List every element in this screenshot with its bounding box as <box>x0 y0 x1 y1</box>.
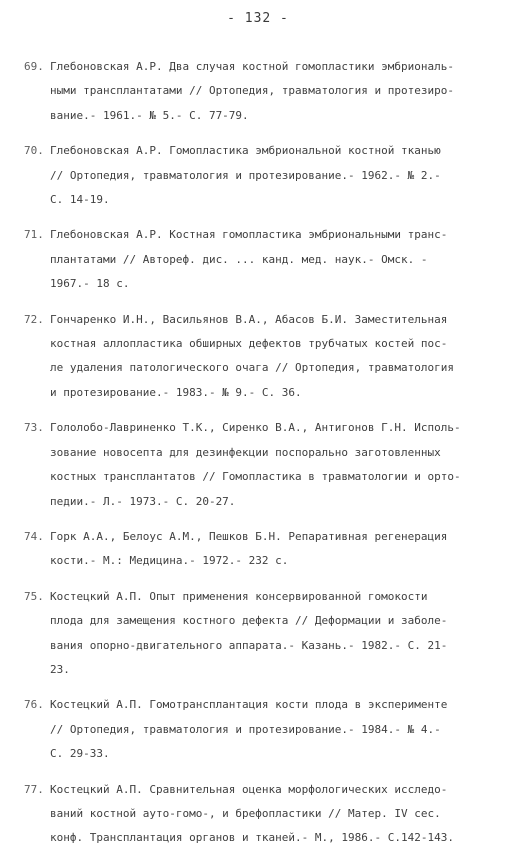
bibliography-entry <box>24 585 502 683</box>
entry-text-line: ле удаления патологического очага // Ортопедия, травматология <box>50 361 454 375</box>
bibliography-list <box>24 55 502 862</box>
entry-number: 75. <box>24 589 44 603</box>
entry-text-line: плода для замещения костного дефекта // Деформации и заболе- <box>50 614 448 628</box>
entry-text-line: Глебоновская А.Р. Костная гомопластика эмбриональными транс- <box>50 228 448 242</box>
entry-number: 74. <box>24 529 44 543</box>
entry-text-line: зование новосепта для дезинфекции поспорально заготовленных <box>50 445 441 459</box>
entry-text-line: Костецкий А.П. Гомотрансплантация кости плода в эксперименте <box>50 698 448 712</box>
entry-text-line: С. 14-19. <box>50 193 110 207</box>
entry-text-line: С. 29-33. <box>50 747 110 761</box>
entry-text-line: Горк А.А., Белоус А.М., Пешков Б.Н. Репаративная регенерация <box>50 529 448 543</box>
entry-text-line: Глебоновская А.Р. Два случая костной гомопластики эмбриональ- <box>50 60 454 73</box>
entry-text-line: ваний костной ауто-гомо-, и брефопластики // Матер. IV сес. <box>50 806 441 820</box>
entry-text-line: плантатами // Автореф. дис. ... канд. мед. наук.- Омск. - <box>50 252 428 266</box>
bibliography-entry <box>24 693 502 766</box>
bibliography-entry <box>24 525 502 574</box>
entry-text-line: костных трансплантатов // Гомопластика в травматологии и орто- <box>50 470 461 484</box>
bibliography-entry <box>24 778 502 851</box>
entry-number: 73. <box>24 421 44 435</box>
entry-text-line: 1967.- 18 с. <box>50 277 130 291</box>
entry-text-line: вание.- 1961.- № 5.- С. 77-79. <box>50 108 249 122</box>
bibliography-entry <box>24 223 502 296</box>
entry-text-line: Глебоновская А.Р. Гомопластика эмбриональной костной тканью <box>50 144 441 158</box>
entry-text-line: ными трансплантатами // Ортопедия, травматология и протезиро- <box>50 84 454 98</box>
entry-number: 77. <box>24 782 44 796</box>
bibliography-entry <box>24 55 502 128</box>
entry-number: 69. <box>24 60 44 73</box>
entry-number: 72. <box>24 312 44 326</box>
entry-text-line: 23. <box>50 662 70 676</box>
entry-text-line: Гончаренко И.Н., Васильянов В.А., Абасов Б.И. Заместительная <box>50 312 448 326</box>
entry-text-line: Гололобо-Лавриненко Т.К., Сиренко В.А., Антигонов Г.Н. Исполь- <box>50 421 461 435</box>
entry-text-line: кости.- М.: Медицина.- 1972.- 232 с. <box>50 554 289 568</box>
entry-text-line: // Ортопедия, травматология и протезирование.- 1962.- № 2.- <box>50 168 441 182</box>
entry-number: 71. <box>24 228 44 242</box>
entry-number: 70. <box>24 144 44 158</box>
bibliography-entry <box>24 416 502 514</box>
entry-text-line: вания опорно-двигательного аппарата.- Казань.- 1982.- С. 21- <box>50 638 448 652</box>
entry-text-line: Костецкий А.П. Опыт применения консервированной гомокости <box>50 589 428 603</box>
bibliography-entry <box>24 139 502 212</box>
bibliography-entry <box>24 308 502 406</box>
entry-text-line: педии.- Л.- 1973.- С. 20-27. <box>50 494 236 508</box>
entry-number: 76. <box>24 698 44 712</box>
entry-text-line: конф. Трансплантация органов и тканей.- М., 1986.- С.142-143. <box>50 831 454 845</box>
entry-text-line: // Ортопедия, травматология и протезирование.- 1984.- № 4.- <box>50 722 441 736</box>
entry-text-line: костная аллопластика обширных дефектов трубчатых костей пос- <box>50 337 448 351</box>
entry-text-line: и протезирование.- 1983.- № 9.- С. 36. <box>50 385 302 399</box>
entry-text-line: Костецкий А.П. Сравнительная оценка морфологических исследо- <box>50 782 448 796</box>
page-number: - 132 - <box>227 11 289 26</box>
